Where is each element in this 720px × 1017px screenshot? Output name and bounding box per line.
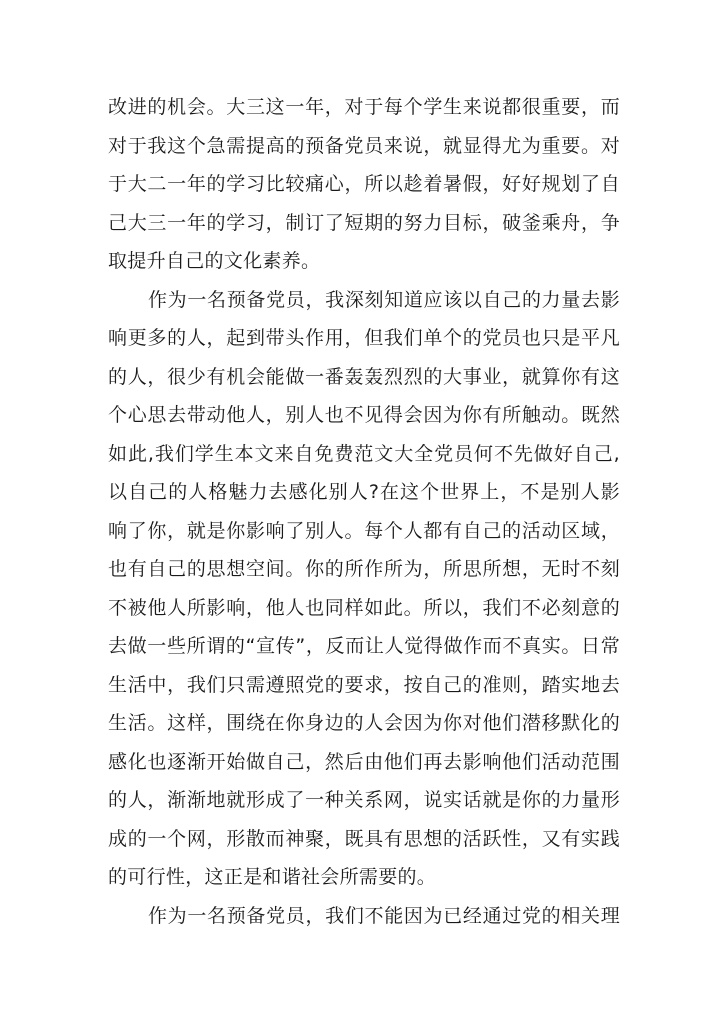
text-line: 己大三一年的学习，制订了短期的努力目标，破釜乘舟，争 [108, 211, 620, 234]
text-line: 于大二一年的学习比较痛心，所以趁着暑假，好好规划了自 [108, 173, 620, 195]
text-line: 成的一个网，形散而神聚，既具有思想的活跃性，又有实践 [108, 827, 620, 850]
paragraph-start-line: 作为一名预备党员，我深刻知道应该以自己的力量去影 [148, 288, 620, 311]
text-line: 响更多的人，起到带头作用，但我们单个的党员也只是平凡 [108, 327, 620, 349]
text-line: 个心思去带动他人，别人也不见得会因为你有所触动。既然 [108, 404, 620, 426]
text-line: 改进的机会。大三这一年，对于每个学生来说都很重要，而 [108, 96, 620, 118]
text-line: 如此,我们学生本文来自免费范文大全党员何不先做好自己, [108, 442, 620, 465]
text-line: 以自己的人格魅力去感化别人?在这个世界上，不是别人影 [108, 481, 620, 503]
paragraph-start-line: 作为一名预备党员，我们不能因为已经通过党的相关理 [148, 904, 620, 927]
text-line: 去做一些所谓的“宣传”，反而让人觉得做作而不真实。日常 [108, 635, 620, 657]
text-line: 感化也逐渐开始做自己，然后由他们再去影响他们活动范围 [108, 750, 620, 773]
text-line: 的可行性，这正是和谐社会所需要的。 [108, 866, 437, 888]
text-line: 生活。这样，围绕在你身边的人会因为你对他们潜移默化的 [108, 712, 620, 734]
text-line: 生活中，我们只需遵照党的要求，按自己的准则，踏实地去 [108, 673, 620, 696]
text-line: 取提升自己的文化素养。 [108, 250, 321, 272]
text-line: 的人，渐渐地就形成了一种关系网，说实话就是你的力量形 [108, 789, 620, 811]
text-line: 对于我这个急需提高的预备党员来说，就显得尤为重要。对 [108, 134, 620, 157]
text-line: 的人，很少有机会能做一番轰轰烈烈的大事业，就算你有这 [108, 365, 620, 388]
text-line: 响了你，就是你影响了别人。每个人都有自己的活动区域， [108, 519, 620, 542]
text-line: 不被他人所影响，他人也同样如此。所以，我们不必刻意的 [108, 596, 620, 619]
document-body [108, 88, 620, 935]
text-line: 也有自己的思想空间。你的所作所为，所思所想，无时不刻 [108, 558, 620, 580]
